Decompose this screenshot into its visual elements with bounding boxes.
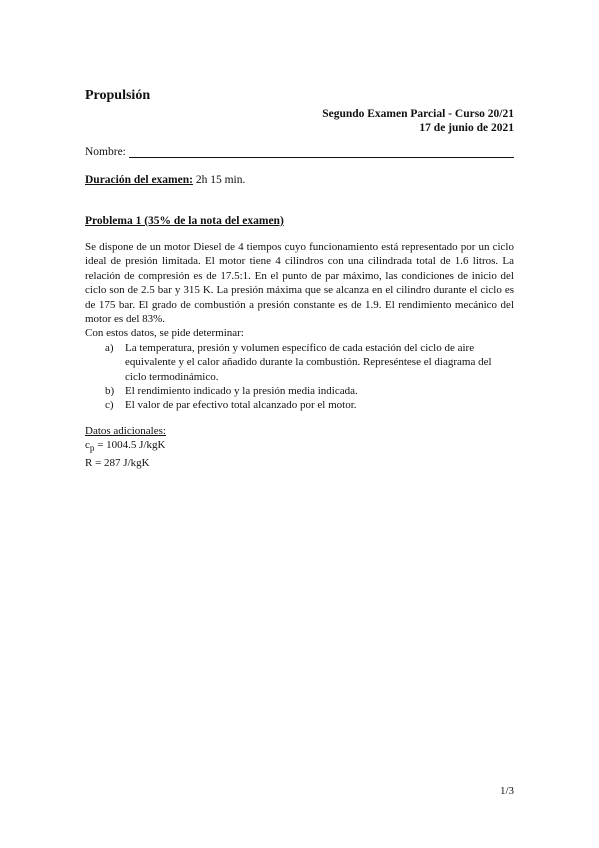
exam-title: Segundo Examen Parcial - Curso 20/21 (322, 108, 514, 120)
cp-value: = 1004.5 J/kgK (94, 439, 166, 452)
list-item (85, 341, 514, 384)
additional-data (85, 424, 166, 470)
list-item (85, 398, 514, 412)
cp-line (85, 438, 166, 456)
duration-value: 2h 15 min. (195, 174, 246, 186)
problem-title: Problema 1 (35% de la nota del examen) (85, 215, 284, 227)
cp-subscript: p (89, 443, 95, 454)
problem-ask: Con estos datos, se pide determinar: (85, 327, 244, 340)
exam-date: 17 de junio de 2021 (419, 122, 514, 134)
name-underline (129, 146, 514, 158)
question-list (85, 341, 514, 413)
exam-header (322, 107, 514, 135)
item-text: La temperatura, presión y volumen específico de cada estación del ciclo de aire equivalente y el calor añadido durante la combustión. Represéntese el diagrama del ciclo termodinámico. (125, 341, 492, 383)
list-item (85, 384, 514, 398)
name-field (85, 146, 514, 158)
duration-label: Duración del examen: (85, 174, 193, 186)
additional-heading: Datos adicionales: (85, 425, 166, 437)
problem-statement-block (85, 240, 514, 413)
item-text: El rendimiento indicado y la presión media indicada. (125, 385, 358, 398)
item-text: El valor de par efectivo total alcanzado por el motor. (125, 399, 357, 412)
r-line: R = 287 J/kgK (85, 457, 150, 469)
item-label: b) (105, 385, 115, 398)
course-title: Propulsión (85, 88, 151, 103)
name-label: Nombre: (85, 146, 126, 158)
problem-statement: Se dispone de un motor Diesel de 4 tiempos cuyo funcionamiento está representado por un ciclo ideal de presión limitada. El motor tiene 4 cilindros con una cilindrada total de 1.6 litros. La relación de compresión es de 17.5:1. En el punto de par máximo, las condiciones de inicio del ciclo son de 2.5 bar y 315 K. La presión máxima que se alcanza en el cilindro durante el ciclo es de 175 bar. El grado de combustión a presión constante es de 1.9. El rendimiento mecánico del motor es del 83%. (85, 241, 514, 326)
cp-symbol: c (85, 439, 90, 452)
exam-duration (85, 174, 245, 186)
item-label: c) (105, 399, 114, 412)
item-label: a) (105, 341, 114, 354)
page-number: 1/3 (499, 785, 514, 797)
